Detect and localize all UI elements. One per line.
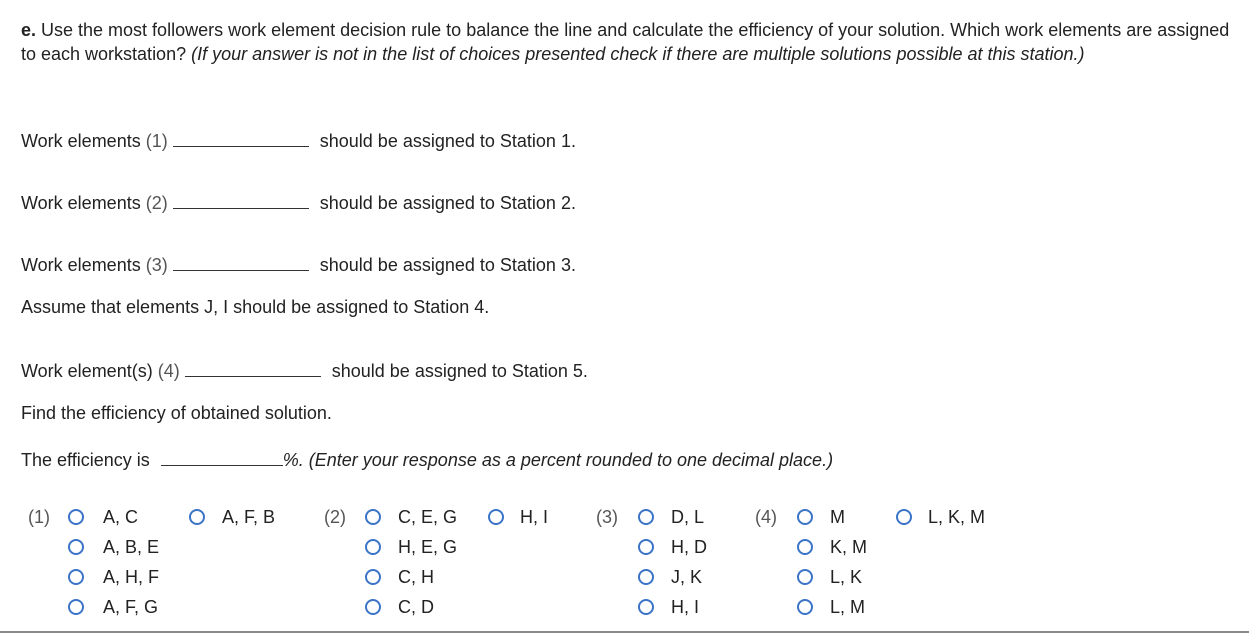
radio-option[interactable] [68,569,84,585]
option-label[interactable]: H, D [671,537,707,557]
blank-number: (1) [145,131,168,151]
answer-blank-3[interactable] [173,252,309,271]
blank-number: (2) [145,193,168,213]
radio-option[interactable] [365,599,381,615]
row-suffix: should be assigned to Station 3. [319,255,576,275]
option-label[interactable]: H, E, G [398,537,458,557]
row-prefix: Work elements [21,193,141,213]
radio-option[interactable] [638,539,654,555]
row-prefix: Work element(s) [21,361,153,381]
option-label[interactable]: A, C [103,507,139,527]
radio-option[interactable] [365,509,381,525]
row-prefix: Work elements [21,131,141,151]
option-label[interactable]: A, F, G [103,597,159,617]
station-5-row [21,358,588,382]
question-prompt [21,18,1249,66]
row-suffix: should be assigned to Station 2. [319,193,576,213]
option-label[interactable]: L, K [830,567,863,587]
option-label[interactable]: K, M [830,537,868,557]
blank-number: (3) [145,255,168,275]
radio-option[interactable] [797,509,813,525]
part-label: e. [21,20,37,40]
option-label[interactable]: L, K, M [928,507,986,527]
radio-option[interactable] [68,539,84,555]
prompt-text: Use the most followers work element decision rule to balance the line and calculate the efficiency of your solution. Which work elements are assigned to each workstation? [21,20,1230,64]
option-label[interactable]: C, H [398,567,434,587]
efficiency-prompt: Find the efficiency of obtained solution. [21,403,332,423]
option-label[interactable]: H, I [671,597,700,617]
station-2-row [21,190,576,214]
row-prefix: Work elements [21,255,141,275]
option-label[interactable]: L, M [830,597,866,617]
answer-blank-2[interactable] [173,190,309,209]
radio-option[interactable] [488,509,504,525]
option-label[interactable]: C, E, G [398,507,458,527]
station-3-row [21,252,576,276]
radio-option[interactable] [365,569,381,585]
radio-option[interactable] [68,509,84,525]
option-label[interactable]: A, B, E [103,537,160,557]
radio-option[interactable] [638,509,654,525]
efficiency-label: The efficiency is [21,450,150,470]
group-number: (3) [596,507,618,527]
row-suffix: should be assigned to Station 5. [331,361,588,381]
assume-text: Assume that elements J, I should be assigned to Station 4. [21,297,490,317]
option-label[interactable]: H, I [520,507,549,527]
option-label[interactable]: J, K [671,567,703,587]
option-label[interactable]: C, D [398,597,434,617]
radio-option[interactable] [68,599,84,615]
station-1-row [21,128,576,152]
option-label[interactable]: A, F, B [222,507,276,527]
radio-option[interactable] [638,599,654,615]
option-label[interactable]: M [830,507,845,527]
prompt-note: (If your answer is not in the list of choices presented check if there are multiple solutions possible at this station.) [191,44,1085,64]
radio-option[interactable] [797,599,813,615]
row-suffix: should be assigned to Station 1. [319,131,576,151]
efficiency-input[interactable] [161,447,283,466]
efficiency-suffix: %. (Enter your response as a percent rounded to one decimal place.) [282,450,834,470]
group-number: (4) [755,507,777,527]
efficiency-row [21,447,833,471]
answer-blank-1[interactable] [173,128,309,147]
radio-option[interactable] [365,539,381,555]
option-label[interactable]: D, L [671,507,705,527]
radio-option[interactable] [797,539,813,555]
blank-number: (4) [157,361,180,381]
group-number: (2) [324,507,346,527]
bottom-divider [0,631,1249,633]
radio-option[interactable] [638,569,654,585]
option-label[interactable]: A, H, F [103,567,160,587]
answer-blank-4[interactable] [185,358,321,377]
radio-option[interactable] [189,509,205,525]
radio-option[interactable] [797,569,813,585]
group-number: (1) [28,507,50,527]
radio-option[interactable] [896,509,912,525]
